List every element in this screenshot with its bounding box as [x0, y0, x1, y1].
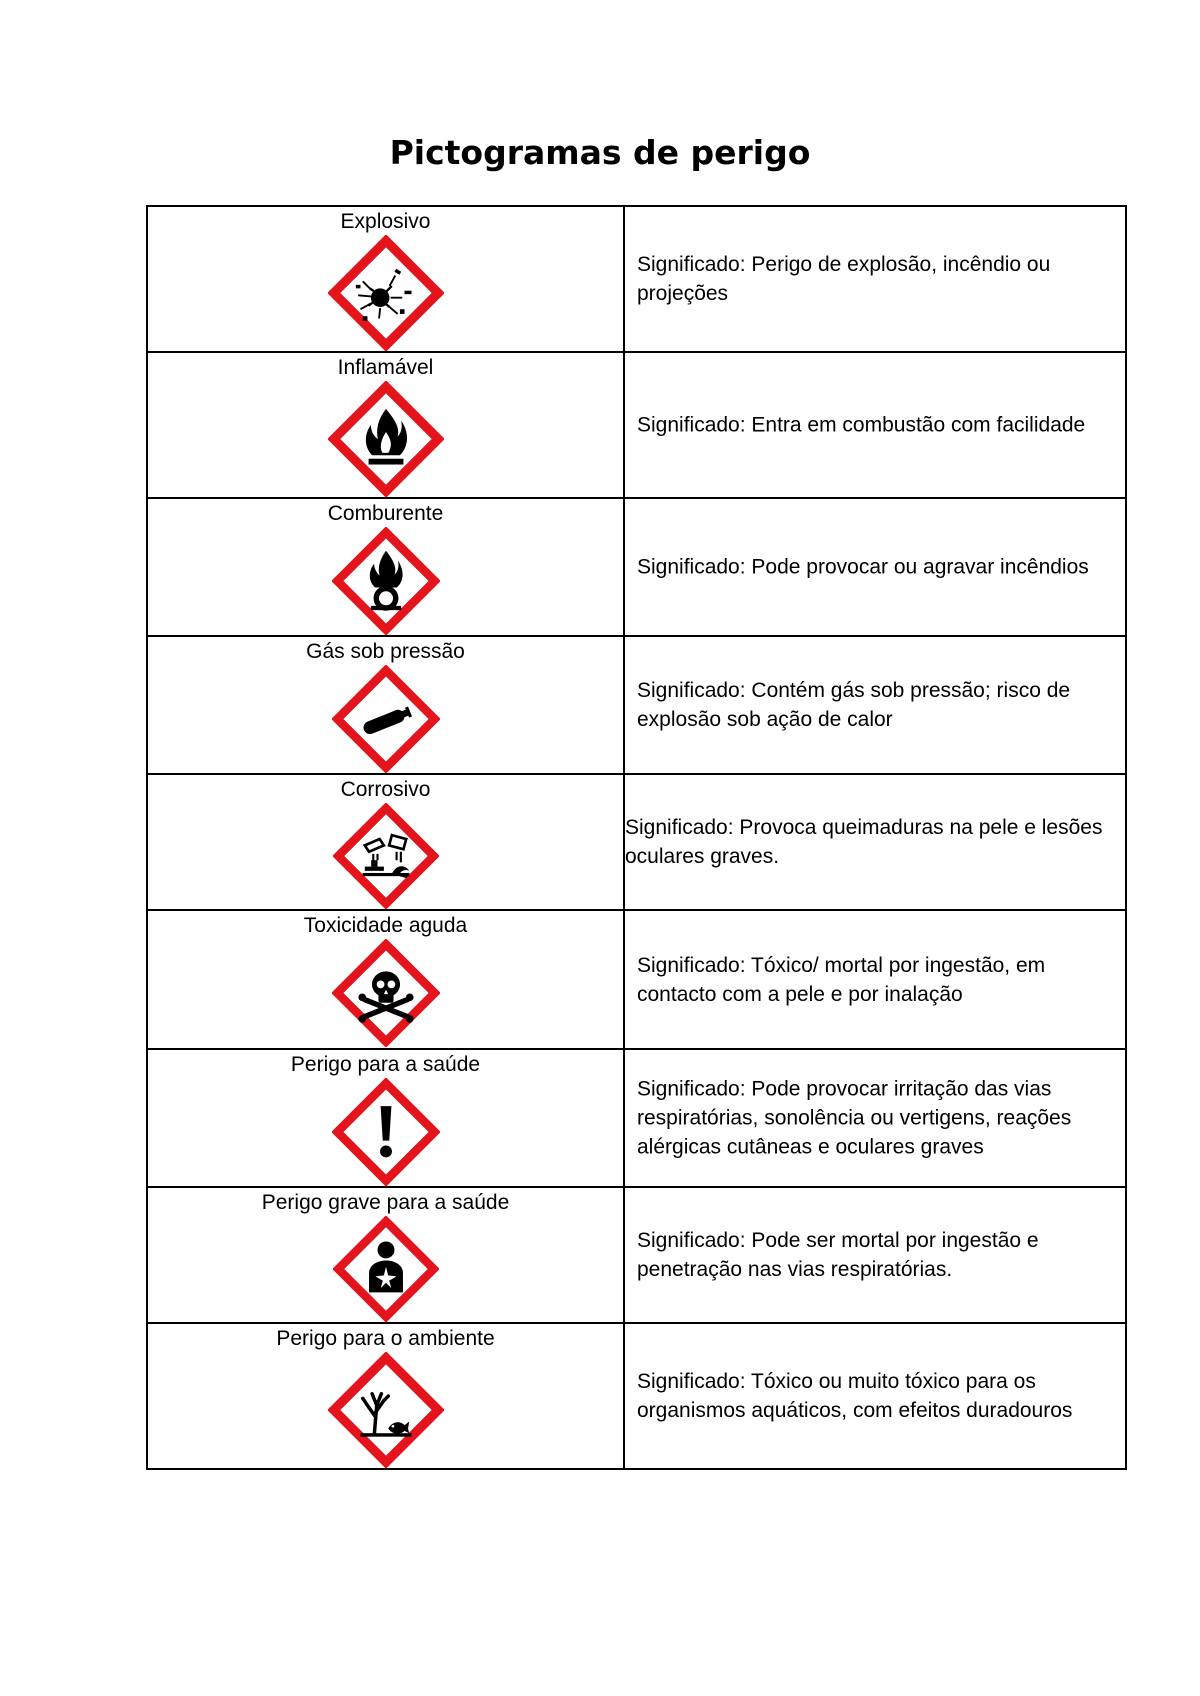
- meaning-text: Significado: Pode provocar ou agravar incêndios: [637, 555, 1089, 579]
- pictogram-name: Perigo para a saúde: [290, 1053, 481, 1076]
- meaning-cell: [624, 636, 1126, 774]
- meaning-text: Significado: Pode ser mortal por ingestão e penetração nas vias respiratórias.: [637, 1229, 1039, 1281]
- meaning-cell: [624, 774, 1126, 910]
- table-row: [147, 1187, 1126, 1323]
- hazard-pictogram-table: [146, 205, 1127, 1470]
- meaning-cell: [624, 1049, 1126, 1187]
- meaning-text: Significado: Tóxico/ mortal por ingestão, em contacto com a pele e por inalação: [637, 953, 1046, 1006]
- meaning-text: Significado: Provoca queimaduras na pele e lesões oculares graves.: [625, 816, 1103, 868]
- health-hazard-icon: [333, 1216, 439, 1322]
- pictogram-cell: [147, 206, 624, 352]
- meaning-cell: [624, 498, 1126, 636]
- explosive-icon: [328, 235, 444, 351]
- gas-cylinder-icon: [332, 665, 440, 773]
- meaning-cell: [624, 1323, 1126, 1469]
- table-row: [147, 636, 1126, 774]
- skull-crossbones-icon: [332, 939, 440, 1047]
- corrosion-icon: [333, 803, 439, 909]
- meaning-cell: [624, 1187, 1126, 1323]
- pictogram-name: Comburente: [327, 502, 444, 525]
- table-row: [147, 498, 1126, 636]
- environment-icon: [328, 1352, 444, 1468]
- pictogram-cell: [147, 352, 624, 498]
- meaning-text: Significado: Pode provocar irritação das vias respiratórias, sonolência ou vertigens, reações alérgicas cutâneas e oculares graves: [637, 1077, 1072, 1159]
- table-row: [147, 1049, 1126, 1187]
- table-row: [147, 206, 1126, 352]
- pictogram-name: Inflamável: [337, 356, 434, 379]
- meaning-cell: [624, 352, 1126, 498]
- flame-over-circle-icon: [332, 527, 440, 635]
- flame-icon: [328, 381, 444, 497]
- pictogram-name: Toxicidade aguda: [303, 914, 468, 937]
- pictogram-name: Perigo grave para a saúde: [261, 1191, 510, 1214]
- pictogram-cell: [147, 910, 624, 1049]
- meaning-text: Significado: Contém gás sob pressão; risco de explosão sob ação de calor: [637, 679, 1071, 731]
- exclamation-mark-icon: [332, 1078, 440, 1186]
- pictogram-name: Corrosivo: [340, 778, 431, 801]
- meaning-text: Significado: Perigo de explosão, incêndio ou projeções: [637, 253, 1051, 305]
- meaning-text: Significado: Entra em combustão com facilidade: [637, 413, 1086, 437]
- pictogram-cell: [147, 1049, 624, 1187]
- pictogram-name: Explosivo: [340, 210, 431, 233]
- meaning-cell: [624, 206, 1126, 352]
- pictogram-cell: [147, 774, 624, 910]
- table-row: [147, 774, 1126, 910]
- table-row: [147, 910, 1126, 1049]
- pictogram-cell: [147, 498, 624, 636]
- pictogram-cell: [147, 636, 624, 774]
- table-row: [147, 352, 1126, 498]
- pictogram-name: Perigo para o ambiente: [276, 1327, 495, 1350]
- meaning-cell: [624, 910, 1126, 1049]
- pictogram-cell: [147, 1187, 624, 1323]
- page-title: Pictogramas de perigo: [389, 133, 811, 172]
- pictogram-cell: [147, 1323, 624, 1469]
- table-row: [147, 1323, 1126, 1469]
- meaning-text: Significado: Tóxico ou muito tóxico para os organismos aquáticos, com efeitos duradouros: [637, 1370, 1073, 1422]
- pictogram-name: Gás sob pressão: [306, 640, 465, 663]
